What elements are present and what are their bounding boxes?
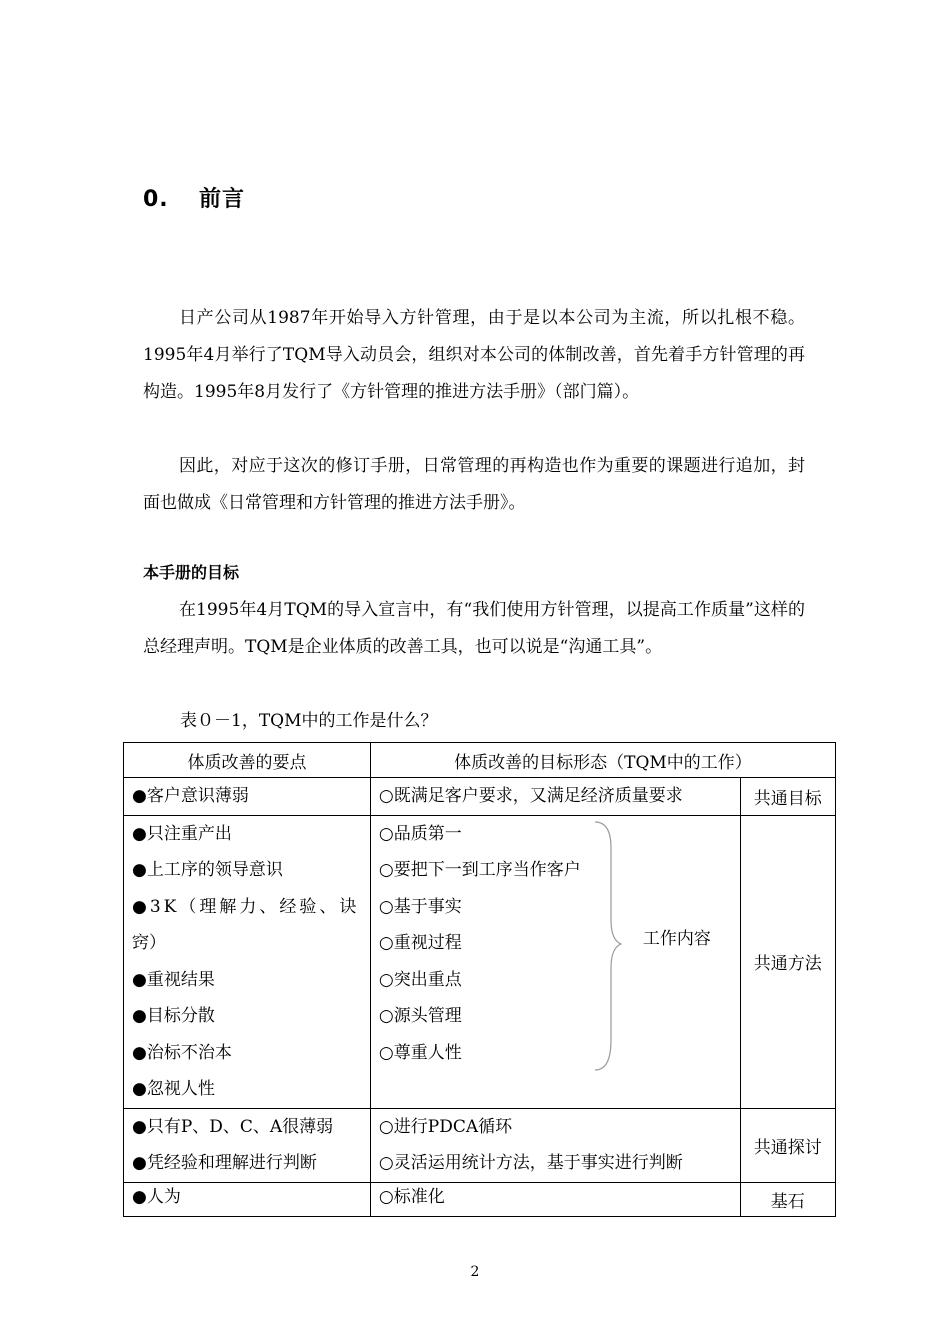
category-cell: 共通方法 (740, 815, 835, 1108)
form-item: ○标准化 (378, 1186, 445, 1207)
subsection-title: 本手册的目标 (143, 563, 240, 582)
page-number: 2 (470, 1264, 480, 1280)
table-row (124, 1108, 836, 1182)
point-item: ●目标分散 (132, 1006, 215, 1026)
point-item: ●忽视人性 (132, 1079, 215, 1099)
form-item: ○进行PDCA循环 (378, 1116, 513, 1137)
form-item: ○基于事实 (378, 896, 462, 917)
point-item: ●客户意识薄弱 (132, 786, 249, 806)
point-item: ●凭经验和理解进行判断 (132, 1153, 317, 1173)
table-row (124, 1182, 836, 1216)
form-item: ○要把下一到工序当作客户 (378, 860, 581, 880)
category-cell: 共通探讨 (740, 1108, 835, 1182)
points-cell (124, 1108, 371, 1182)
intro-paragraph-1: 日产公司从1987年开始导入方针管理，由于是以本公司为主流，所以扎根不稳。1995年4月举行了TQM导入动员会，组织对本公司的体制改善，首先着手方针管理的再构造。1995年8月发行了《方针管理的推进方法手册》（部门篇）。 (143, 308, 805, 402)
point-item: ●治标不治本 (132, 1042, 232, 1063)
table-row (124, 778, 836, 816)
header-forms: 体质改善的目标形态（TQM中的工作） (370, 743, 835, 778)
point-item: ●人为 (132, 1186, 181, 1207)
forms-cell (370, 778, 740, 816)
points-cell (124, 815, 371, 1108)
form-item: ○突出重点 (378, 969, 462, 990)
point-item: ●上工序的领导意识 (132, 860, 283, 880)
forms-cell (370, 1108, 740, 1182)
header-points: 体质改善的要点 (124, 743, 371, 778)
forms-cell (370, 1182, 740, 1216)
heading-number: 0. (143, 187, 169, 212)
points-cell (124, 778, 371, 816)
forms-cell (370, 815, 740, 1108)
point-item: ●重视结果 (132, 969, 215, 990)
tqm-table (123, 742, 836, 1217)
point-item: ●只注重产出 (132, 823, 232, 844)
point-item: ●只有P、D、C、A很薄弱 (132, 1116, 334, 1137)
form-item: ○灵活运用统计方法，基于事实进行判断 (378, 1153, 683, 1173)
points-cell (124, 1182, 371, 1216)
form-item: ○尊重人性 (378, 1042, 462, 1063)
point-item: ●3K（理解力、经验、诀 (132, 896, 360, 917)
form-item: ○重视过程 (378, 933, 462, 953)
heading-title: 前言 (199, 187, 246, 212)
form-item: ○品质第一 (378, 823, 462, 844)
category-cell: 基石 (740, 1182, 835, 1216)
intro-paragraph-2: 因此，对应于这次的修订手册，日常管理的再构造也作为重要的课题进行追加，封面也做成《日常管理和方针管理的推进方法手册》。 (143, 456, 805, 513)
category-cell: 共通目标 (740, 778, 835, 816)
right-brace-icon (593, 820, 623, 1072)
form-item: ○源头管理 (378, 1006, 462, 1026)
table-caption: 表０－1，TQM中的工作是什么？ (180, 711, 438, 731)
table-row (124, 815, 836, 1108)
section-heading (143, 182, 245, 213)
form-item: ○既满足客户要求，又满足经济质量要求 (378, 786, 683, 806)
point-item: 窍） (132, 933, 166, 953)
brace-label: 工作内容 (642, 928, 711, 949)
subsection-paragraph: 在1995年4月TQM的导入宣言中，有“我们使用方针管理，以提高工作质量”这样的总经理声明。TQM是企业体质的改善工具，也可以说是“沟通工具”。 (143, 600, 805, 657)
table-header-row (124, 743, 836, 778)
